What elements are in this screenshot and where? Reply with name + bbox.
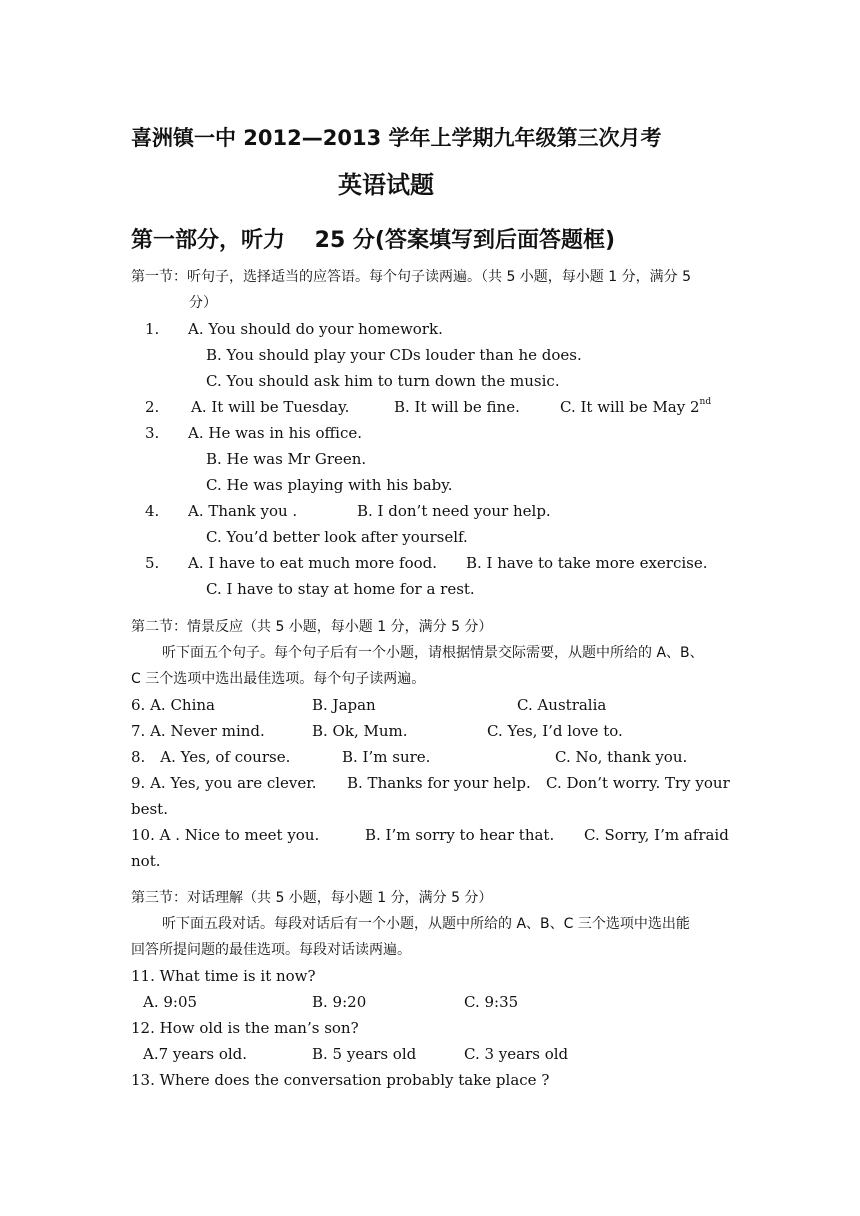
q2-option-a: A. It will be Tuesday.	[191, 398, 350, 416]
q1-option-c: C. You should ask him to turn down the music.	[206, 372, 560, 390]
q12-question: 12. How old is the man’s son?	[131, 1019, 359, 1037]
q3-option-c: C. He was playing with his baby.	[206, 476, 453, 494]
q6-option-b: B. Japan	[312, 696, 376, 714]
q11-option-c: C. 9:35	[464, 993, 519, 1011]
q8-option-b: B. I’m sure.	[342, 748, 431, 766]
q12-option-c: C. 3 years old	[464, 1045, 569, 1063]
q10-option-c-cont: not.	[131, 852, 161, 870]
q10-option-b: B. I’m sorry to hear that.	[365, 826, 555, 844]
section3-title: 第三节：对话理解（共 5 小题，每小题 1 分，满分 5 分）	[131, 890, 493, 906]
section2-instruction: 听下面五个句子。每个句子后有一个小题，请根据情景交际需要，从题中所给的 A、B、	[162, 645, 704, 661]
q5-number: 5.	[145, 554, 160, 572]
q4-number: 4.	[145, 502, 160, 520]
exam-subtitle: 英语试题	[338, 171, 434, 199]
q13-question: 13. Where does the conversation probably take place ?	[131, 1071, 550, 1089]
q2-option-c-text: C. It will be May 2	[560, 398, 700, 416]
q3-option-a: A. He was in his office.	[188, 424, 363, 442]
q4-option-c: C. You’d better look after yourself.	[206, 528, 468, 546]
q6-option-a: 6. A. China	[131, 696, 215, 714]
q9-option-b: B. Thanks for your help.	[347, 774, 531, 792]
section2-title: 第二节：情景反应（共 5 小题，每小题 1 分，满分 5 分）	[131, 619, 493, 635]
q11-option-b: B. 9:20	[312, 993, 367, 1011]
q8-option-c: C. No, thank you.	[555, 748, 688, 766]
q3-number: 3.	[145, 424, 160, 442]
q10-option-c: C. Sorry, I’m afraid	[584, 826, 729, 844]
q2-option-c-sup: nd	[699, 397, 712, 407]
q4-option-a: A. Thank you .	[188, 502, 298, 520]
q5-option-c: C. I have to stay at home for a rest.	[206, 580, 475, 598]
q12-option-b: B. 5 years old	[312, 1045, 417, 1063]
exam-title: 喜洲镇一中 2012—2013 学年上学期九年级第三次月考	[131, 126, 662, 150]
q11-option-a: A. 9:05	[143, 993, 198, 1011]
section3-instruction-cont: 回答所提问题的最佳选项。每段对话读两遍。	[131, 942, 411, 958]
q12-option-a: A.7 years old.	[143, 1045, 248, 1063]
q8-option-a: 8. A. Yes, of course.	[131, 748, 291, 766]
q7-option-c: C. Yes, I’d love to.	[487, 722, 623, 740]
q1-option-a: A. You should do your homework.	[188, 320, 443, 338]
q2-number: 2.	[145, 398, 160, 416]
q1-option-b: B. You should play your CDs louder than he does.	[206, 346, 582, 364]
q7-option-a: 7. A. Never mind.	[131, 722, 265, 740]
part-heading: 第一部分，听力 25 分(答案填写到后面答题框)	[131, 228, 616, 253]
q9-option-c: C. Don’t worry. Try your	[546, 774, 730, 792]
q3-option-b: B. He was Mr Green.	[206, 450, 367, 468]
section1-instruction: 第一节：听句子，选择适当的应答语。每个句子读两遍。（共 5 小题，每小题 1 分，满分 5	[131, 269, 691, 285]
q9-option-a: 9. A. Yes, you are clever.	[131, 774, 317, 792]
section2-instruction-cont: C 三个选项中选出最佳选项。每个句子读两遍。	[131, 671, 426, 687]
q5-option-a: A. I have to eat much more food.	[188, 554, 437, 572]
q4-option-b: B. I don’t need your help.	[357, 502, 551, 520]
q2-option-c	[560, 398, 711, 416]
section3-instruction: 听下面五段对话。每段对话后有一个小题，从题中所给的 A、B、C 三个选项中选出能	[162, 916, 690, 932]
q9-option-c-cont: best.	[131, 800, 168, 818]
q7-option-b: B. Ok, Mum.	[312, 722, 408, 740]
q10-option-a: 10. A . Nice to meet you.	[131, 826, 320, 844]
section1-instruction-cont: 分）	[189, 295, 217, 311]
q11-question: 11. What time is it now?	[131, 967, 316, 985]
q2-option-b: B. It will be fine.	[394, 398, 520, 416]
q6-option-c: C. Australia	[517, 696, 607, 714]
q1-number: 1.	[145, 320, 160, 338]
q5-option-b: B. I have to take more exercise.	[466, 554, 708, 572]
